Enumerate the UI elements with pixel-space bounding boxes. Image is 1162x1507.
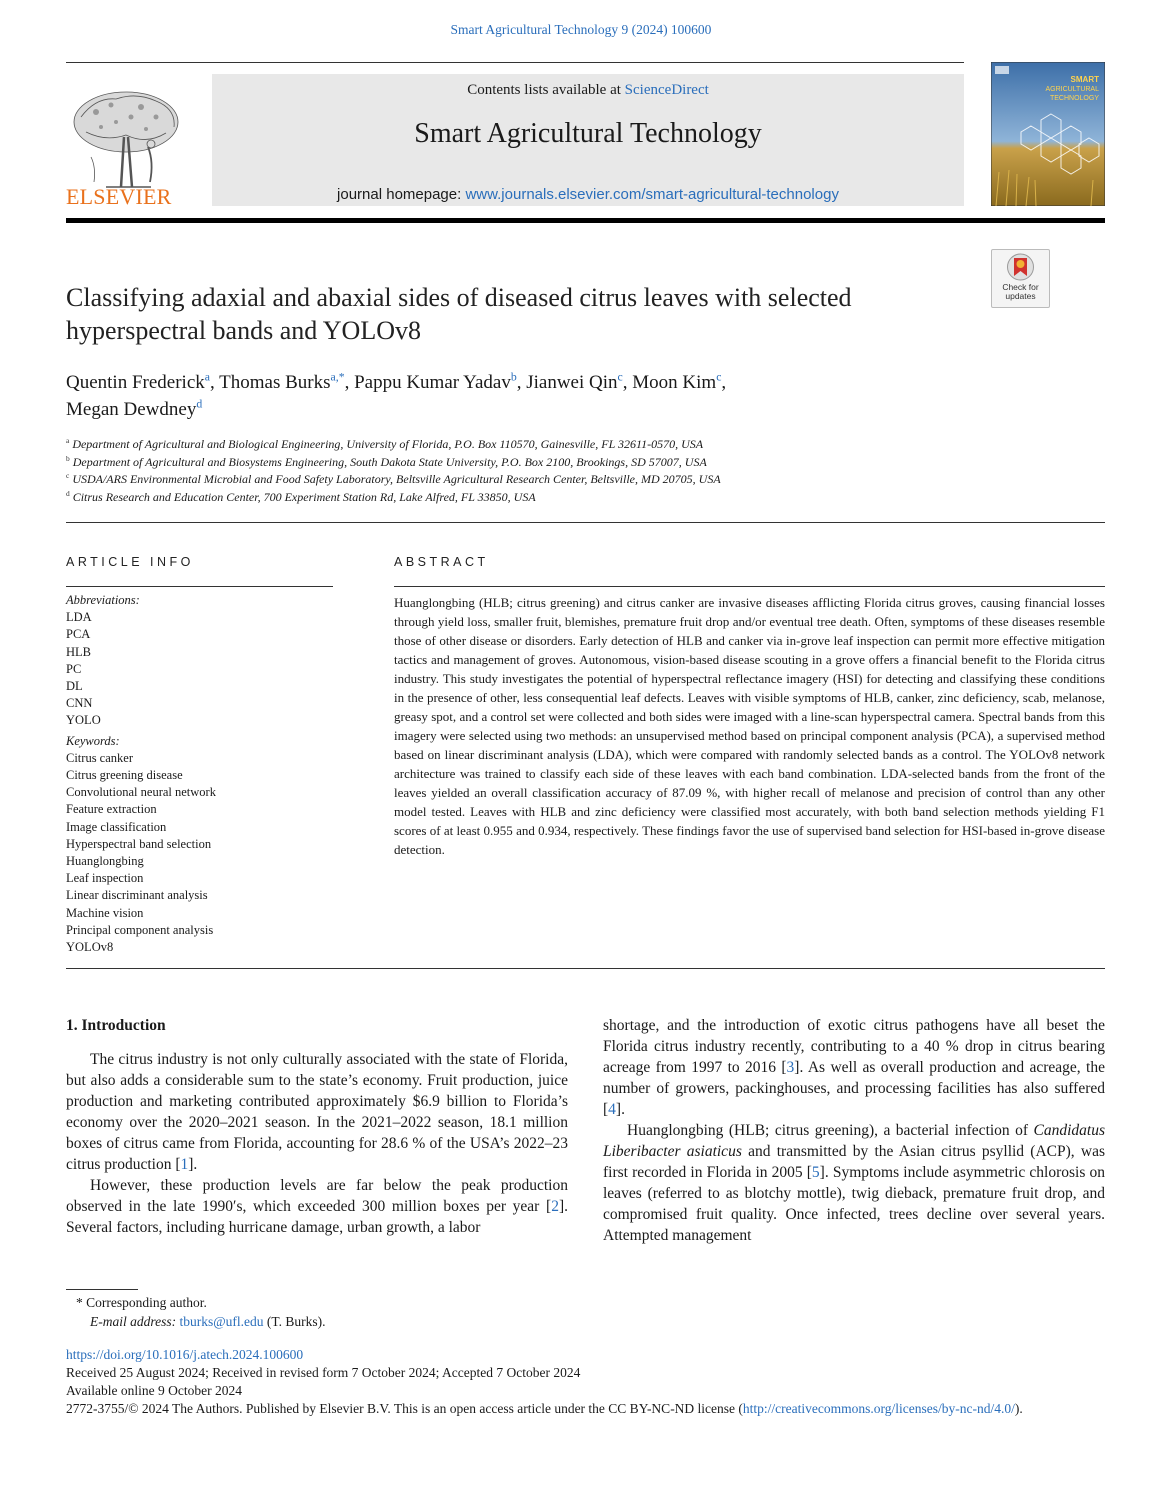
keyword-item: Hyperspectral band selection — [66, 836, 212, 851]
keyword-item: Citrus canker — [66, 750, 133, 765]
journal-reference[interactable]: Smart Agricultural Technology 9 (2024) 100600 — [450, 22, 712, 37]
paragraph-text: ]. — [188, 1156, 198, 1173]
author-affil-sup[interactable]: d — [196, 397, 203, 411]
affiliation-list — [66, 436, 966, 506]
introduction-heading: 1. Introduction — [66, 1017, 166, 1034]
author[interactable]: Quentin Frederick — [66, 372, 205, 393]
affiliation-text: USDA/ARS Environmental Microbial and Food Safety Laboratory, Beltsville Agricultural Research Center, Beltsville, MD 20705, USA — [72, 472, 721, 486]
email-link[interactable]: tburks@ufl.edu — [179, 1314, 264, 1329]
citation-link[interactable]: 1 — [180, 1156, 189, 1173]
author-affil-sup[interactable]: b — [510, 370, 517, 384]
abbreviation-item: PCA — [66, 627, 91, 642]
affiliation — [66, 436, 966, 454]
footnotes — [66, 1293, 666, 1331]
check-updates-icon — [992, 250, 1049, 283]
abstract-heading: ABSTRACT — [394, 555, 489, 569]
article-title: Classifying adaxial and abaxial sides of diseased citrus leaves with selected hyperspectral bands and YOLOv8 — [66, 283, 852, 345]
homepage-prefix: journal homepage: — [337, 186, 466, 203]
keyword-item: Citrus greening disease — [66, 768, 183, 783]
author-separator: , — [516, 372, 527, 393]
license-prefix: 2772-3755/© 2024 The Authors. Published by Elsevier B.V. This is an open access article under the CC BY-NC-ND license ( — [66, 1401, 743, 1416]
email-footnote — [66, 1312, 666, 1331]
paragraph-text: ]. Symptoms include asymmetric chlorosis on leaves (referred to as blotchy mottle), twig dieback, premature fruit drop, and compromised fruit quality. Once infected, trees decline over several years. Attempted management — [603, 1164, 1105, 1244]
email-label: E-mail address: — [90, 1314, 177, 1329]
author[interactable]: Thomas Burks — [219, 372, 331, 393]
keyword-item: Principal component analysis — [66, 922, 214, 937]
abstract-divider — [394, 586, 1105, 587]
author-separator: , — [622, 372, 633, 393]
journal-title: Smart Agricultural Technology — [414, 118, 762, 149]
top-divider — [66, 62, 964, 63]
keyword-item: YOLOv8 — [66, 940, 114, 955]
header-thick-divider — [66, 218, 1105, 223]
paragraph — [66, 1049, 568, 1175]
keyword-item: Machine vision — [66, 905, 144, 920]
author-affil-sup[interactable]: c — [617, 370, 623, 384]
affiliation-text: Department of Agricultural and Biological Engineering, University of Florida, P.O. Box 110570, Gainesville, FL 32611-0570, USA — [72, 437, 704, 451]
author-separator: , — [210, 372, 220, 393]
journal-cover-image[interactable] — [991, 62, 1105, 206]
keyword-item: Image classification — [66, 819, 167, 834]
author-list — [66, 369, 966, 423]
abbreviation-item: YOLO — [66, 713, 101, 728]
author-affil-sup[interactable]: c — [716, 370, 722, 384]
author-affil-sup[interactable]: a,* — [330, 370, 345, 384]
paragraph-text: The citrus industry is not only culturally associated with the state of Florida, but also adds a considerable sum to the state’s economy. Fruit production, juice production and marketing contributed approximately $6.9 billion to Florida’s economy over the 2020–2021 season. In the 2021–2022 season, 18.1 million boxes of citrus came from Florida, accounting for 28.6 % of the USA’s 2022–23 citrus production [ — [66, 1051, 568, 1173]
license-suffix: ). — [1014, 1401, 1023, 1416]
email-owner: (T. Burks). — [266, 1314, 326, 1329]
citation-link[interactable]: 4 — [608, 1101, 616, 1118]
keyword-item: Linear discriminant analysis — [66, 888, 208, 903]
species-name: Candidatus Liberibacter asiaticus — [603, 1122, 1105, 1160]
article-metadata — [66, 1346, 1105, 1418]
keyword-item: Feature extraction — [66, 802, 157, 817]
abbreviations-label: Abbreviations: — [66, 593, 140, 607]
author-affil-sup[interactable]: a — [204, 370, 210, 384]
affiliation — [66, 489, 966, 507]
keyword-item: Leaf inspection — [66, 871, 144, 886]
corresponding-footnote: * Corresponding author. — [76, 1295, 207, 1310]
paragraph-text: ]. As well as overall production and acreage, the number of growers, packinghouses, and processing facilities has also suffered [ — [603, 1059, 1105, 1118]
available-online: Available online 9 October 2024 — [66, 1383, 242, 1398]
journal-homepage-link[interactable]: www.journals.elsevier.com/smart-agricultural-technology — [465, 186, 839, 203]
article-info-divider — [66, 586, 333, 587]
divider — [66, 968, 1105, 969]
body-column-left — [66, 1015, 568, 1238]
journal-masthead — [212, 74, 964, 206]
paragraph-text: and transmitted by the Asian citrus psyllid (ACP), was first recorded in Florida in 2005 [ — [603, 1143, 1106, 1181]
check-for-updates-button[interactable] — [991, 249, 1050, 308]
body-column-right — [603, 1015, 1105, 1246]
affiliation — [66, 471, 966, 489]
abbreviation-item: HLB — [66, 644, 91, 659]
cover-title-2: AGRICULTURAL — [1045, 86, 1099, 93]
abbreviation-item: PC — [66, 661, 82, 676]
paragraph — [603, 1120, 1105, 1246]
paragraph — [603, 1015, 1105, 1120]
keyword-item: Huanglongbing — [66, 854, 144, 869]
homepage-line — [212, 186, 964, 203]
author-separator: , — [344, 372, 355, 393]
license-link[interactable]: http://creativecommons.org/licenses/by-nc-nd/4.0/ — [742, 1401, 1015, 1416]
author[interactable]: Moon Kim — [632, 372, 717, 393]
contents-line — [212, 82, 964, 99]
received-dates: Received 25 August 2024; Received in revised form 7 October 2024; Accepted 7 October 2024 — [66, 1365, 581, 1380]
author[interactable]: Jianwei Qin — [526, 372, 618, 393]
author-separator: , — [721, 372, 727, 393]
abstract-body: Huanglongbing (HLB; citrus greening) and citrus canker are invasive diseases afflicting Florida citrus groves, causing financial losses through yield loss, smaller fruit, blemishes, premature fruit drop and/or eventual tree death. Often, symptoms of these diseases resemble those of other disease or disorders. Early detection of HLB and canker via in-grove leaf inspection can permit more effective mitigation tactics and management of groves. Autonomous, vision-based disease scouting in a grove offers a financial benefit to the Florida citrus industry. This study investigates the potential of hyperspectral reflectance imagery (HSI) for detecting and classifying these conditions in the presence of other, less consequential leaf defects. Leaves with visible symptoms of HLB, canker, zinc deficiency, scab, melanose, greasy spot, and a control set were collected and both sides were imaged with a line-scan hyperspectral camera. Spectral bands from this imagery were selected using two methods: an unsupervised method based on principal component analysis (PCA), a supervised method based on linear discriminant analysis (LDA), which were compared with randomly selected bands as a control. The YOLOv8 network architecture was trained to classify each side of these leaves with each band combination. LDA-selected bands from the front of the leaves yielded an overall classification accuracy of 87.09 %, with higher recall of melanose and precision of control than any other model tested. Leaves with HLB and zinc deficiency were classified most accurately, with both band selection methods yielding F1 scores of at least 0.955 and 0.934, respectively. These findings favor the use of supervised band selection for HSI-based in-grove disease detection. — [394, 595, 1105, 857]
paragraph — [66, 1175, 568, 1238]
article-info-list — [66, 592, 336, 956]
affiliation-key: a — [66, 436, 70, 445]
doi-link[interactable]: https://doi.org/10.1016/j.atech.2024.100600 — [66, 1347, 304, 1362]
divider — [66, 522, 1105, 523]
affiliation-key: b — [66, 453, 70, 463]
abbreviation-item: LDA — [66, 610, 92, 625]
abbreviation-item: CNN — [66, 696, 93, 711]
keywords-label: Keywords: — [66, 733, 120, 748]
affiliation-text: Department of Agricultural and Biosystems Engineering, South Dakota State University, P.O. Box 2100, Brookings, SD 57007, USA — [72, 454, 707, 469]
paragraph-text: ]. Several factors, including hurricane damage, urban growth, a labor — [66, 1198, 568, 1236]
citation-link[interactable]: 2 — [551, 1198, 559, 1215]
paragraph-text: shortage, and the introduction of exotic citrus pathogens have all beset the Florida citrus industry recently, contributing to a 40 % drop in citrus bearing acreage from 1997 to 2016 [ — [603, 1017, 1105, 1076]
author[interactable]: Pappu Kumar Yadav — [354, 372, 511, 393]
citation-link[interactable]: 5 — [811, 1164, 820, 1181]
author[interactable]: Megan Dewdney — [66, 399, 197, 420]
cover-title-1: SMART — [1070, 75, 1099, 84]
abbreviation-item: DL — [66, 679, 83, 694]
cover-title-3: TECHNOLOGY — [1049, 95, 1099, 102]
paragraph-text: ]. — [615, 1101, 625, 1118]
publisher-name: ELSEVIER — [66, 184, 172, 209]
keyword-item: Convolutional neural network — [66, 785, 216, 800]
affiliation-key: c — [66, 471, 70, 480]
paragraph-text: However, these production levels are far below the peak production observed in the late 1990′s, which exceeded 300 million boxes per year [ — [66, 1177, 568, 1215]
sciencedirect-link[interactable]: ScienceDirect — [624, 82, 709, 98]
license-line — [66, 1400, 1105, 1418]
paragraph-text: Huanglongbing (HLB; citrus greening), a bacterial infection of — [627, 1122, 1034, 1139]
article-info-heading: ARTICLE INFO — [66, 555, 194, 569]
corresponding-text: Corresponding author. — [86, 1295, 207, 1310]
contents-prefix: Contents lists available at — [467, 82, 625, 98]
affiliation — [66, 454, 966, 472]
check-updates-label: Check for updates — [1002, 282, 1039, 301]
affiliation-text: Citrus Research and Education Center, 700 Experiment Station Rd, Lake Alfred, FL 33850, USA — [72, 489, 536, 504]
footnote-divider — [66, 1289, 138, 1290]
citation-link[interactable]: 3 — [786, 1059, 795, 1076]
affiliation-key: d — [66, 488, 70, 498]
